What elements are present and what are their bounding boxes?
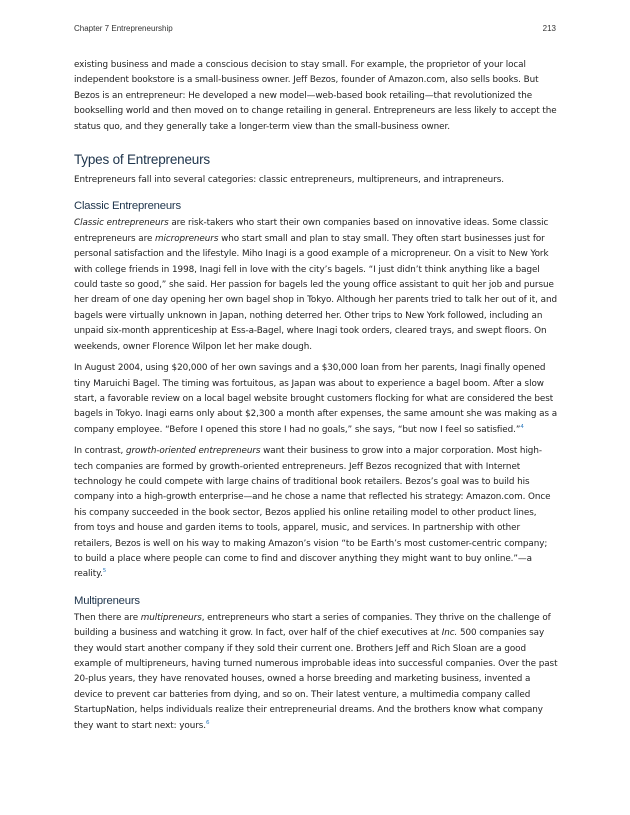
term-growth-oriented: growth-oriented entrepreneurs xyxy=(125,446,261,457)
subsection-heading-multipreneurs: Multipreneurs xyxy=(74,594,140,607)
subsection-heading-classic: Classic Entrepreneurs xyxy=(74,200,181,213)
types-paragraph: Entrepreneurs fall into several categories: classic entrepreneurs, multipreneurs, and intrapreneurs. xyxy=(74,175,504,186)
intro-paragraph: existing business and made a conscious decision to stay small. For example, the proprietor of your local independent bookstore is a small-business owner. Jeff Bezos, founder of Amazon.com, also sells books. But Bezos is an entrepreneur: He developed a new model—web-based book retailing—that revolutionized the bookselling world and then moved on to change retailing in general. Entrepreneurs are less likely to accept the status quo, and they generally take a longer-term view than the small-business owner. xyxy=(74,60,557,132)
classic-paragraph-3: In contrast, growth-oriented entrepreneurs want their business to grow into a major corporation. Most high-tech companies are formed by growth-oriented entrepreneurs. Jeff Bezos recognized that with Internet technology he could compete with large chains of traditional book retailers. Bezos’s goal was to build his company into a high-growth enterprise—and he chose a name that reflected his strategy: Amazon.com. Once his company succeeded in the book sector, Bezos applied his online retailing model to other product lines, from toys and house and garden items to tools, apparel, music, and services. In partnership with other retailers, Bezos is well on his way to making Amazon’s vision “to be Earth’s most customer-centric company; to build a place where people can come to find and discover anything they might want to buy online.”—a reality.$^5$ xyxy=(74,446,551,580)
page-body xyxy=(74,58,558,740)
footnote-ref-5[interactable]: 5 xyxy=(102,568,107,575)
classic-paragraph-1: Classic entrepreneurs are risk-takers who start their own companies based on innovative ideas. Some classic entrepreneurs are micropreneurs who start small and plan to stay small. They often start businesses just for personal satisfaction and the lifestyle. Miho Inagi is a good example of a micropreneur. On a visit to New York with college friends in 1998, Inagi fell in love with the city’s bagels. “I just didn’t think anything like a bagel could taste so good,” she said. Her passion for bagels led the young office assistant to quit her job and pursue her dream of one day opening her own bagel shop in Tokyo. Although her parents tried to talk her out of it, and bagels were virtually unknown in Japan, nothing deterred her. Other trips to New York followed, including an unpaid six-month apprenticeship at Ess-a-Bagel, where Inagi took orders, cleared trays, and swept floors. On weekends, owner Florence Wilpon let her make dough. xyxy=(74,218,557,352)
chapter-title: Chapter 7 Entrepreneurship xyxy=(74,24,173,33)
term-micropreneurs: micropreneurs xyxy=(155,233,219,244)
section-heading-types: Types of Entrepreneurs xyxy=(74,152,210,168)
classic-paragraph-2: In August 2004, using $20,000 of her own savings and a $30,000 loan from her parents, Inagi finally opened tiny Maruichi Bagel. The timing was fortuitous, as Japan was about to experience a bagel boom. After a slow start, a favorable review on a local bagel website brought customers flocking for what are considered the best bagels in Tokyo. Inagi earns only about $2,300 a month after expenses, the same amount she was making as a company employee. “Before I opened this store I had no goals,” she says, “but now I feel so satisfied.”$^4$ xyxy=(74,363,558,435)
term-classic-entrepreneurs: Classic entrepreneurs xyxy=(74,218,169,229)
magazine-title: Inc. xyxy=(441,628,458,639)
footnote-ref-6[interactable]: 6 xyxy=(206,719,210,726)
page-number: 213 xyxy=(542,24,556,33)
term-multipreneurs: multipreneurs xyxy=(140,612,202,623)
multipreneurs-paragraph: Then there are multipreneurs, entrepreneurs who start a series of companies. They thrive on the challenge of building a business and watching it grow. In fact, over half of the chief executives at Inc. 500 companies say they would start another company if they sold their current one. Brothers Jeff and Rich Sloan are a good example of multipreneurs, having turned numerous improbable ideas into successful companies. Over the past 20-plus years, they have renovated houses, owned a horse breeding and marketing business, invented a device to prevent car batteries from dying, and so on. Their latest venture, a multimedia company called StartupNation, helps individuals realize their entrepreneurial dreams. And the brothers know what company they want to start next: yours.$^6$ xyxy=(74,612,558,731)
footnote-ref-4[interactable]: 4 xyxy=(520,423,524,430)
